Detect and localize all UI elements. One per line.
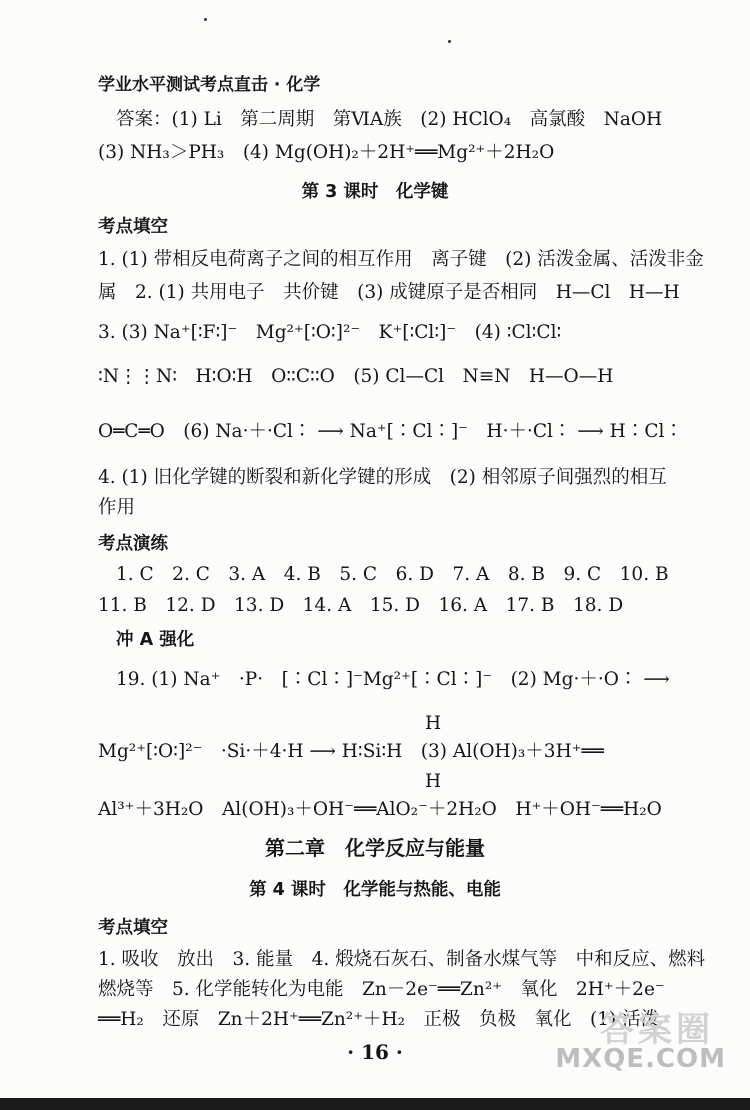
scan-speck <box>448 40 451 43</box>
lesson-3-title: 第 3 课时 化学键 <box>301 182 449 202</box>
fill-line-7: 作用 <box>98 497 136 518</box>
lesson-4-fill-line-1: 1. 吸收 放出 3. 能量 4. 煅烧石灰石、制备水煤气等 中和反应、燃料 <box>98 949 706 970</box>
answer-line-2: (3) NH₃＞PH₃ (4) Mg(OH)₂＋2H⁺══Mg²⁺＋2H₂O <box>98 142 555 163</box>
fill-line-6: 4. (1) 旧化学键的断裂和新化学键的形成 (2) 相邻原子间强烈的相互 <box>98 467 667 488</box>
fill-line-5-formation: O═C═O (6) Na·＋·Cl∶ ⟶ Na⁺[∶Cl∶]⁻ H·＋·Cl∶ ⟶ H∶Cl∶ <box>98 421 683 442</box>
boost-line-3: Al³⁺＋3H₂O Al(OH)₃＋OH⁻══AlO₂⁻＋2H₂O H⁺＋OH⁻══H₂O <box>98 799 662 820</box>
practice-answers-1: 1. C 2. C 3. A 4. B 5. C 6. D 7. A 8. B 9. C 10. B <box>116 564 669 585</box>
fill-line-3-electron-formulas: 3. (3) Na⁺[∶F∶]⁻ Mg²⁺[∶O∶]²⁻ K⁺[∶Cl∶]⁻ (4) ∶Cl∶Cl∶ <box>98 322 562 343</box>
fill-line-1: 1. (1) 带相反电荷离子之间的相互作用 离子键 (2) 活泼金属、活泼非金 <box>98 249 704 270</box>
lesson-4-title: 第 4 课时 化学能与热能、电能 <box>249 880 501 900</box>
page-number: · 16 · <box>347 1040 403 1064</box>
watermark-text-url: MXQE.COM <box>555 1044 726 1074</box>
lesson-3-practice-heading: 考点演练 <box>98 534 168 554</box>
boost-line-2: Mg²⁺[∶O∶]²⁻ ·Si·＋4·H ⟶ H∶Si∶H (3) Al(OH)₃＋3H⁺══ <box>98 741 604 762</box>
running-header: 学业水平测试考点直击 · 化学 <box>98 75 321 95</box>
lesson-4-fill-heading: 考点填空 <box>98 918 168 938</box>
scan-bottom-edge <box>0 1098 750 1110</box>
lesson-3-fill-heading: 考点填空 <box>98 217 168 237</box>
watermark-text-cn: 答案圈 <box>600 1010 714 1050</box>
boost-heading: 冲 A 强化 <box>116 630 195 650</box>
practice-answers-2: 11. B 12. D 13. D 14. A 15. D 16. A 17. B 18. D <box>98 595 624 616</box>
lesson-4-fill-line-2: 燃烧等 5. 化学能转化为电能 Zn－2e⁻══Zn²⁺ 氧化 2H⁺＋2e⁻ <box>98 979 665 1000</box>
boost-line-1: 19. (1) Na⁺ ·P· [∶Cl∶]⁻Mg²⁺[∶Cl∶]⁻ (2) Mg·＋·O∶ ⟶ <box>116 669 670 690</box>
boost-h-bottom: H <box>425 771 442 792</box>
boost-h-top: H <box>425 713 442 734</box>
watermark-logo <box>555 1002 732 1080</box>
answer-line-1: 答案：(1) Li 第二周期 第ⅥA族 (2) HClO₄ 高氯酸 NaOH <box>116 109 663 130</box>
scan-speck <box>204 18 207 21</box>
lesson-4-fill-line-3: ══H₂ 还原 Zn＋2H⁺══Zn²⁺＋H₂ 正极 负极 氧化 (1) 活泼 <box>98 1009 660 1030</box>
fill-line-4-electron-formulas: ∶N⋮⋮N∶ H∶O∶H O∶∶C∶∶O (5) Cl—Cl N≡N H—O—H <box>98 366 614 387</box>
fill-line-2: 属 2. (1) 共用电子 共价键 (3) 成键原子是否相同 H—Cl H—H <box>98 282 680 303</box>
chapter-2-title: 第二章 化学反应与能量 <box>265 836 485 860</box>
